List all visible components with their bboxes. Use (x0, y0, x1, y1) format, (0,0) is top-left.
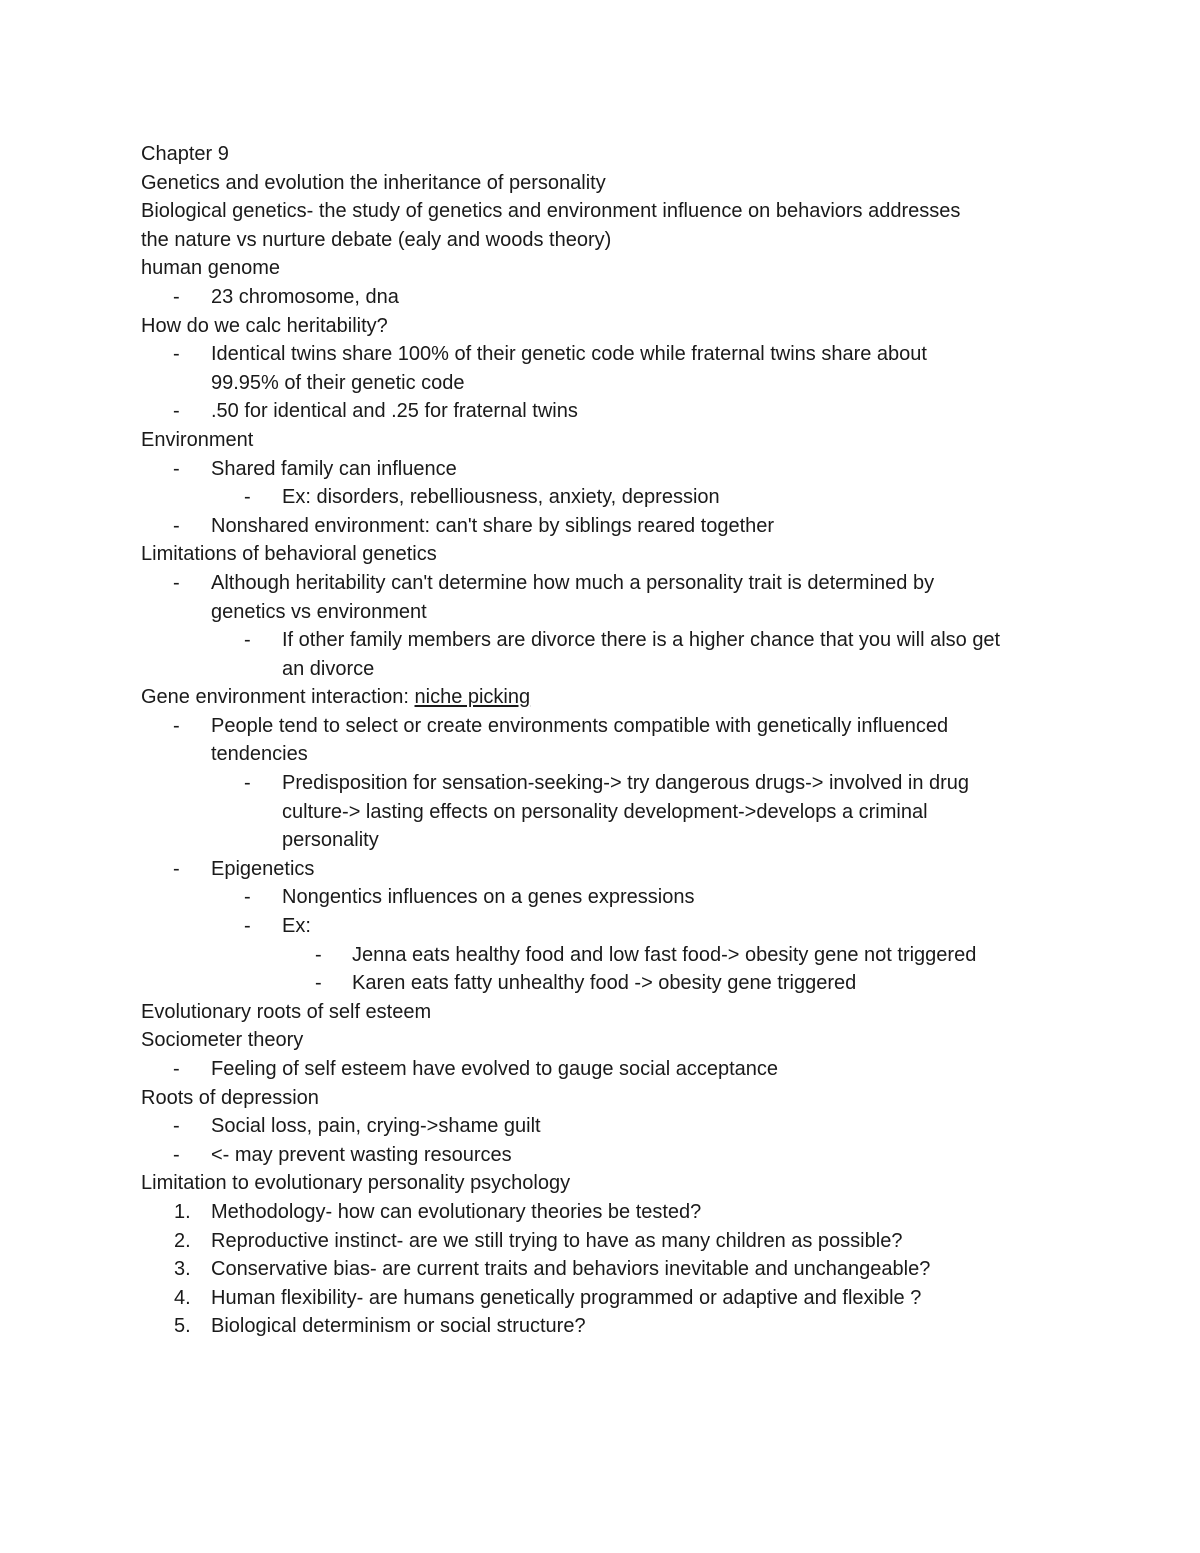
section-heading: Sociometer theory (141, 1029, 304, 1052)
section-heading: Gene environment interaction: niche picking (141, 686, 531, 709)
list-item: - Shared family can influence (141, 455, 1071, 484)
section-heading: Evolutionary roots of self esteem (141, 1000, 432, 1023)
dash-bullet: - (244, 629, 251, 652)
list-item: - Nonshared environment: can't share by siblings reared together (141, 512, 1071, 541)
dash-bullet: - (173, 457, 180, 480)
chapter-subtitle: Genetics and evolution the inheritance of personality (141, 171, 606, 194)
list-item: - People tend to select or create environments compatible with genetically influenced tendencies (141, 712, 1071, 769)
list-item: - .50 for identical and .25 for fraternal twins (141, 397, 1071, 426)
numbered-item: 3. Conservative bias- are current traits and behaviors inevitable and unchangeable? (141, 1255, 1071, 1284)
list-item: - <- may prevent wasting resources (141, 1141, 1071, 1170)
numbered-item: 2. Reproductive instinct- are we still trying to have as many children as possible? (141, 1227, 1071, 1256)
dash-bullet: - (315, 943, 322, 966)
list-item: - Ex: (141, 912, 1071, 941)
section-heading: Roots of depression (141, 1086, 319, 1109)
dash-bullet: - (244, 486, 251, 509)
dash-bullet: - (173, 714, 180, 737)
dash-bullet: - (173, 285, 180, 308)
list-item: - 23 chromosome, dna (141, 283, 1071, 312)
item-number: 5. (174, 1315, 191, 1338)
section-heading: Limitation to evolutionary personality psychology (141, 1172, 571, 1195)
dash-bullet: - (244, 915, 251, 938)
list-item: - Identical twins share 100% of their genetic code while fraternal twins share about 99.95% of their genetic code (141, 340, 1071, 397)
numbered-item: 5. Biological determinism or social structure? (141, 1312, 1071, 1341)
section-heading: human genome (141, 257, 280, 280)
dash-bullet: - (315, 972, 322, 995)
dash-bullet: - (173, 571, 180, 594)
dash-bullet: - (173, 400, 180, 423)
paragraph-line: Biological genetics- the study of genetics and environment influence on behaviors addresses (141, 200, 961, 223)
section-heading: How do we calc heritability? (141, 314, 388, 337)
dash-bullet: - (173, 1143, 180, 1166)
list-item: - Social loss, pain, crying->shame guilt (141, 1112, 1071, 1141)
section-heading: Limitations of behavioral genetics (141, 543, 437, 566)
list-item: - If other family members are divorce there is a higher chance that you will also get an divorce (141, 626, 1071, 683)
section-heading: Environment (141, 428, 254, 451)
list-item: - Jenna eats healthy food and low fast food-> obesity gene not triggered (141, 941, 1071, 970)
list-item: - Predisposition for sensation-seeking-> try dangerous drugs-> involved in drug culture-> lasting effects on personality development->develops a criminal personality (141, 769, 1071, 855)
dash-bullet: - (244, 886, 251, 909)
item-number: 3. (174, 1258, 191, 1281)
dash-bullet: - (173, 1115, 180, 1138)
list-item: - Feeling of self esteem have evolved to gauge social acceptance (141, 1055, 1071, 1084)
list-item: - Ex: disorders, rebelliousness, anxiety, depression (141, 483, 1071, 512)
item-number: 4. (174, 1286, 191, 1309)
numbered-item: 4. Human flexibility- are humans genetically programmed or adaptive and flexible ? (141, 1284, 1071, 1313)
dash-bullet: - (173, 514, 180, 537)
dash-bullet: - (173, 1058, 180, 1080)
item-number: 2. (174, 1229, 191, 1252)
list-item: - Although heritability can't determine how much a personality trait is determined by genetics vs environment (141, 569, 1071, 626)
dash-bullet: - (173, 857, 180, 880)
numbered-item: 1. Methodology- how can evolutionary theories be tested? (141, 1198, 1071, 1227)
paragraph-line: the nature vs nurture debate (ealy and woods theory) (141, 228, 612, 251)
notes-body (141, 140, 1071, 1341)
list-item: - Epigenetics (141, 855, 1071, 884)
list-item: - Nongentics influences on a genes expressions (141, 883, 1071, 912)
underlined-term: niche picking (414, 686, 531, 709)
chapter-title: Chapter 9 (141, 143, 229, 165)
item-number: 1. (174, 1200, 191, 1223)
dash-bullet: - (173, 343, 180, 366)
dash-bullet: - (244, 772, 251, 795)
list-item: - Karen eats fatty unhealthy food -> obesity gene triggered (141, 969, 1071, 998)
